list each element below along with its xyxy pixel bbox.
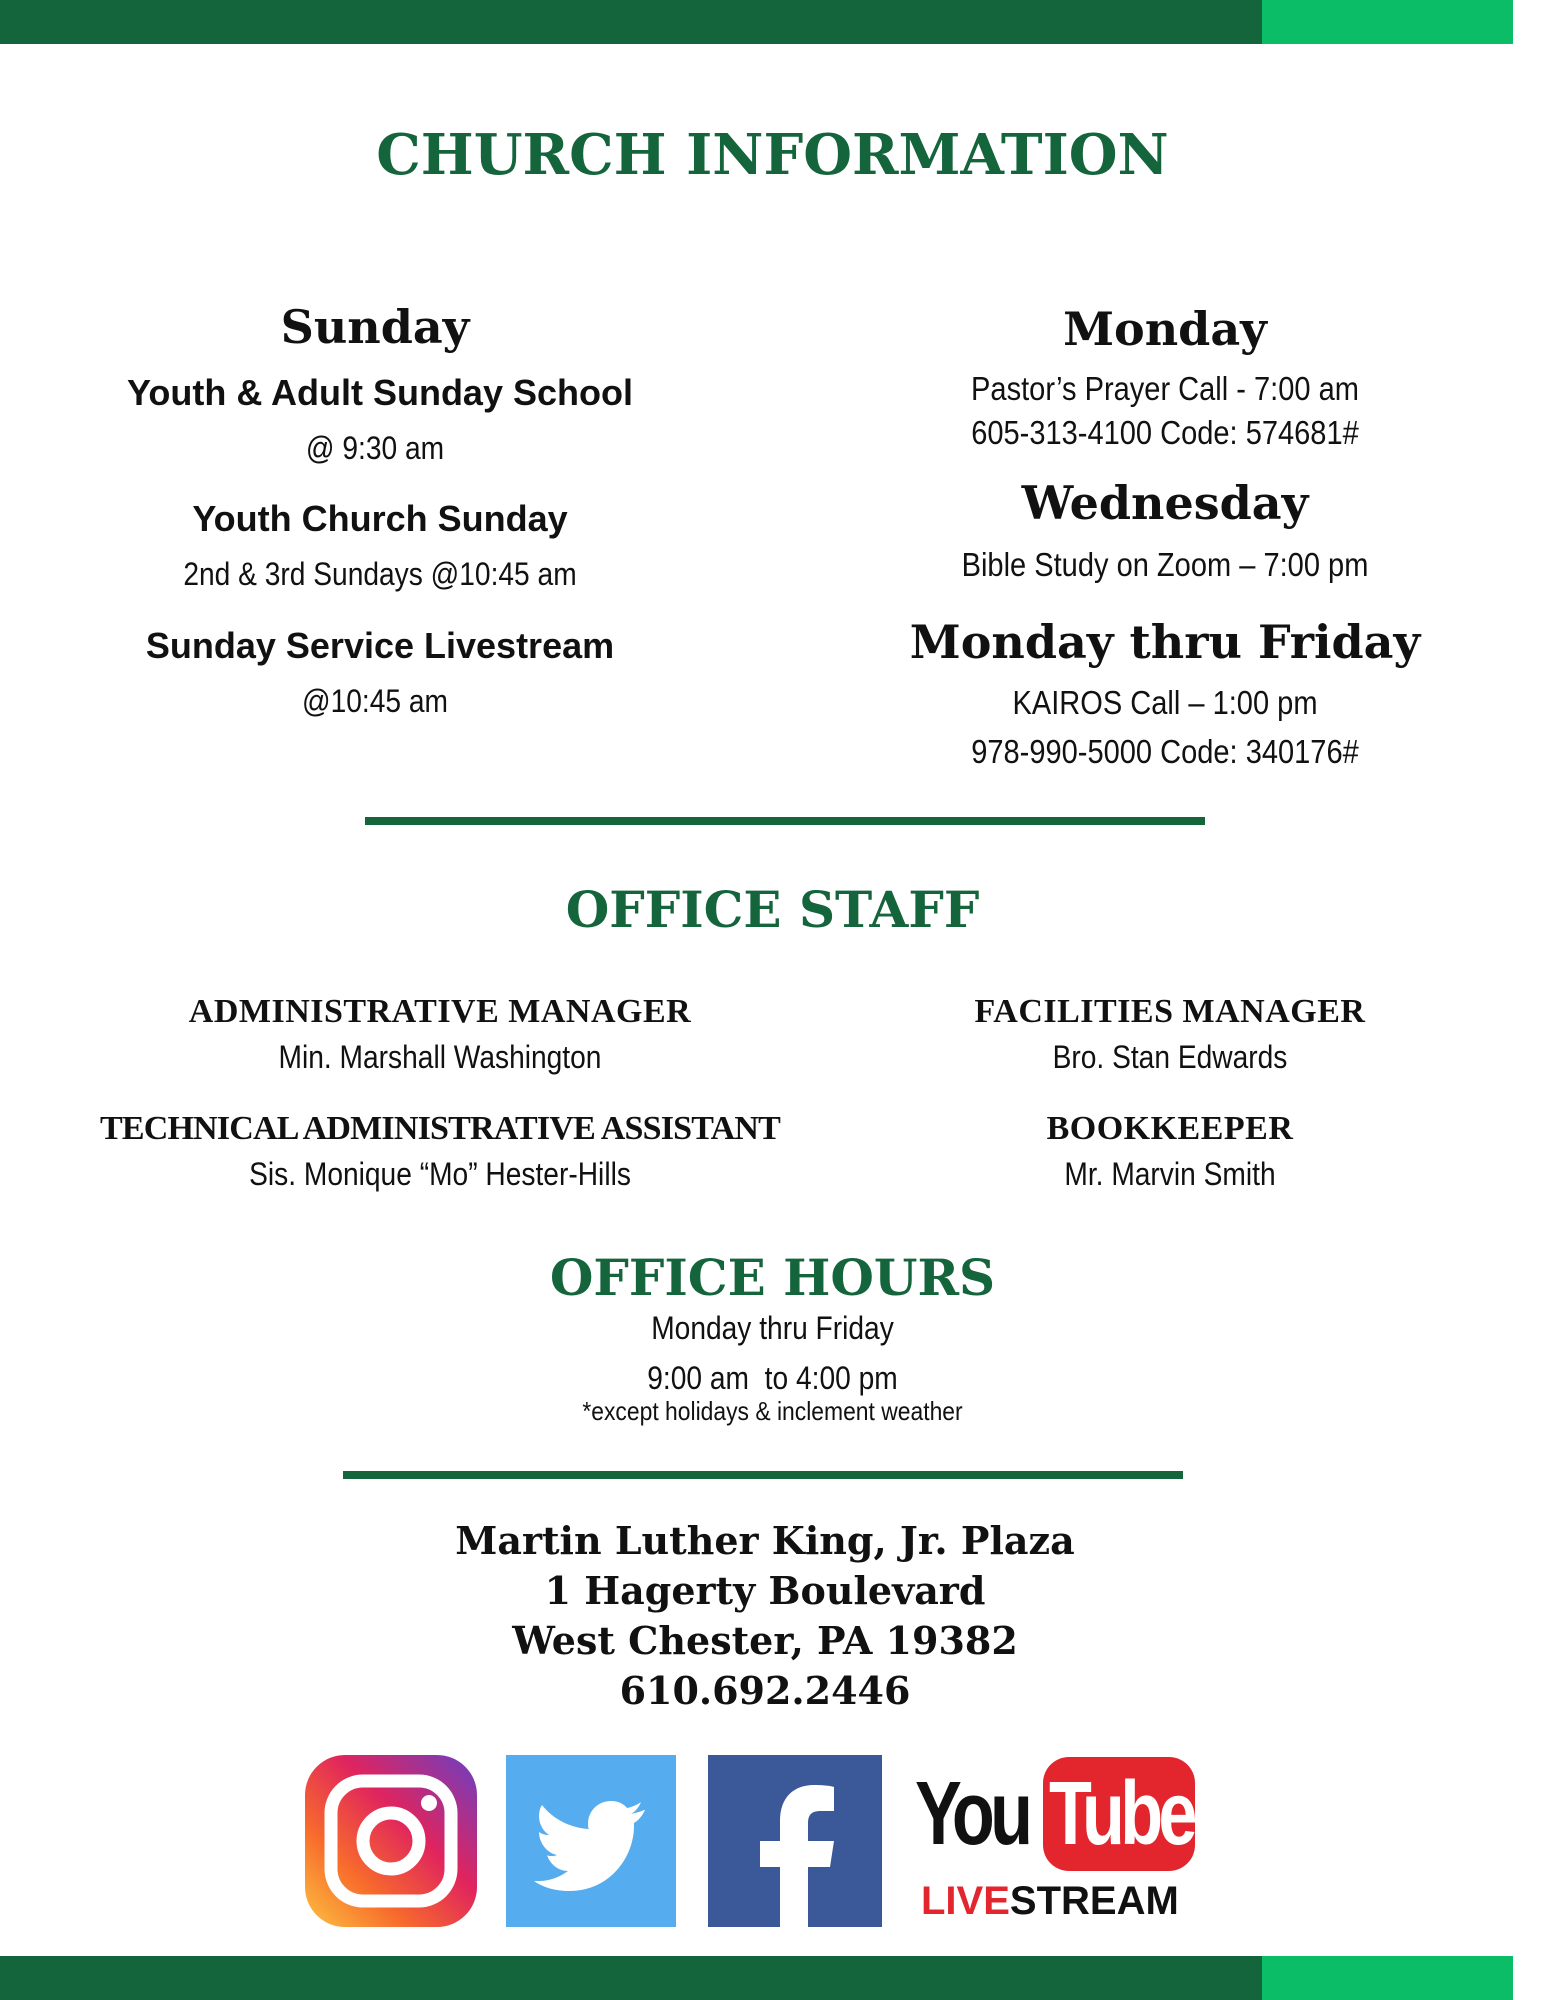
- facilities-manager-role: FACILITIES MANAGER: [974, 993, 1366, 1030]
- address-line-2: 1 Hagerty Boulevard: [544, 1568, 986, 1613]
- kairos-call-number: 978-990-5000 Code: 340176#: [971, 733, 1359, 770]
- livestream-title: Sunday Service Livestream: [145, 625, 615, 666]
- admin-manager-role: ADMINISTRATIVE MANAGER: [188, 993, 692, 1030]
- tech-assistant-role: TECHNICAL ADMINISTRATIVE ASSISTANT: [99, 1110, 781, 1147]
- bible-study-time: Bible Study on Zoom – 7:00 pm: [961, 546, 1369, 583]
- instagram-icon[interactable]: [305, 1755, 477, 1927]
- sunday-school-title: Youth & Adult Sunday School: [127, 372, 633, 413]
- youth-church-time: 2nd & 3rd Sundays @10:45 am: [183, 556, 577, 592]
- office-hours-note: *except holidays & inclement weather: [582, 1396, 963, 1426]
- divider-1: [365, 817, 1205, 825]
- page-title: CHURCH INFORMATION: [376, 122, 1169, 188]
- top-accent-bar: [0, 0, 1545, 44]
- kairos-call-time: KAIROS Call – 1:00 pm: [1012, 684, 1318, 721]
- livestream-stream-text: STREAM: [1009, 1879, 1179, 1923]
- livestream-label: [921, 1881, 1179, 1921]
- office-staff-heading: OFFICE STAFF: [565, 880, 980, 939]
- office-hours-times: 9:00 am to 4:00 pm: [647, 1360, 898, 1396]
- office-hours-heading: OFFICE HOURS: [549, 1248, 996, 1307]
- address-line-3: West Chester, PA 19382: [512, 1618, 1018, 1663]
- admin-manager-name: Min. Marshall Washington: [278, 1039, 602, 1075]
- monday-heading: Monday: [1063, 302, 1267, 356]
- bottom-accent-bar: [0, 1956, 1545, 2000]
- youtube-you-text: You: [915, 1764, 1029, 1864]
- facilities-manager-name: Bro. Stan Edwards: [1052, 1039, 1288, 1075]
- livestream-live-text: LIVE: [921, 1879, 1010, 1923]
- phone-number: 610.692.2446: [619, 1668, 911, 1713]
- wednesday-heading: Wednesday: [1021, 476, 1309, 530]
- office-hours-days: Monday thru Friday: [651, 1310, 894, 1346]
- sunday-heading: Sunday: [280, 300, 470, 354]
- address-line-1: Martin Luther King, Jr. Plaza: [455, 1518, 1075, 1563]
- prayer-call-number: 605-313-4100 Code: 574681#: [971, 414, 1359, 451]
- weekdays-heading: Monday thru Friday: [909, 615, 1421, 669]
- sunday-school-time: @ 9:30 am: [305, 430, 445, 466]
- livestream-time: @10:45 am: [302, 683, 448, 719]
- youtube-icon[interactable]: [915, 1753, 1205, 1925]
- bookkeeper-role: BOOKKEEPER: [1046, 1110, 1294, 1147]
- youtube-tube-text: Tube: [1049, 1764, 1193, 1864]
- facebook-icon[interactable]: [708, 1755, 882, 1927]
- divider-2: [343, 1471, 1183, 1479]
- twitter-icon[interactable]: [506, 1755, 676, 1927]
- prayer-call-time: Pastor’s Prayer Call - 7:00 am: [971, 370, 1359, 407]
- bookkeeper-name: Mr. Marvin Smith: [1064, 1156, 1276, 1192]
- tech-assistant-name: Sis. Monique “Mo” Hester-Hills: [249, 1156, 631, 1192]
- youth-church-title: Youth Church Sunday: [192, 498, 568, 539]
